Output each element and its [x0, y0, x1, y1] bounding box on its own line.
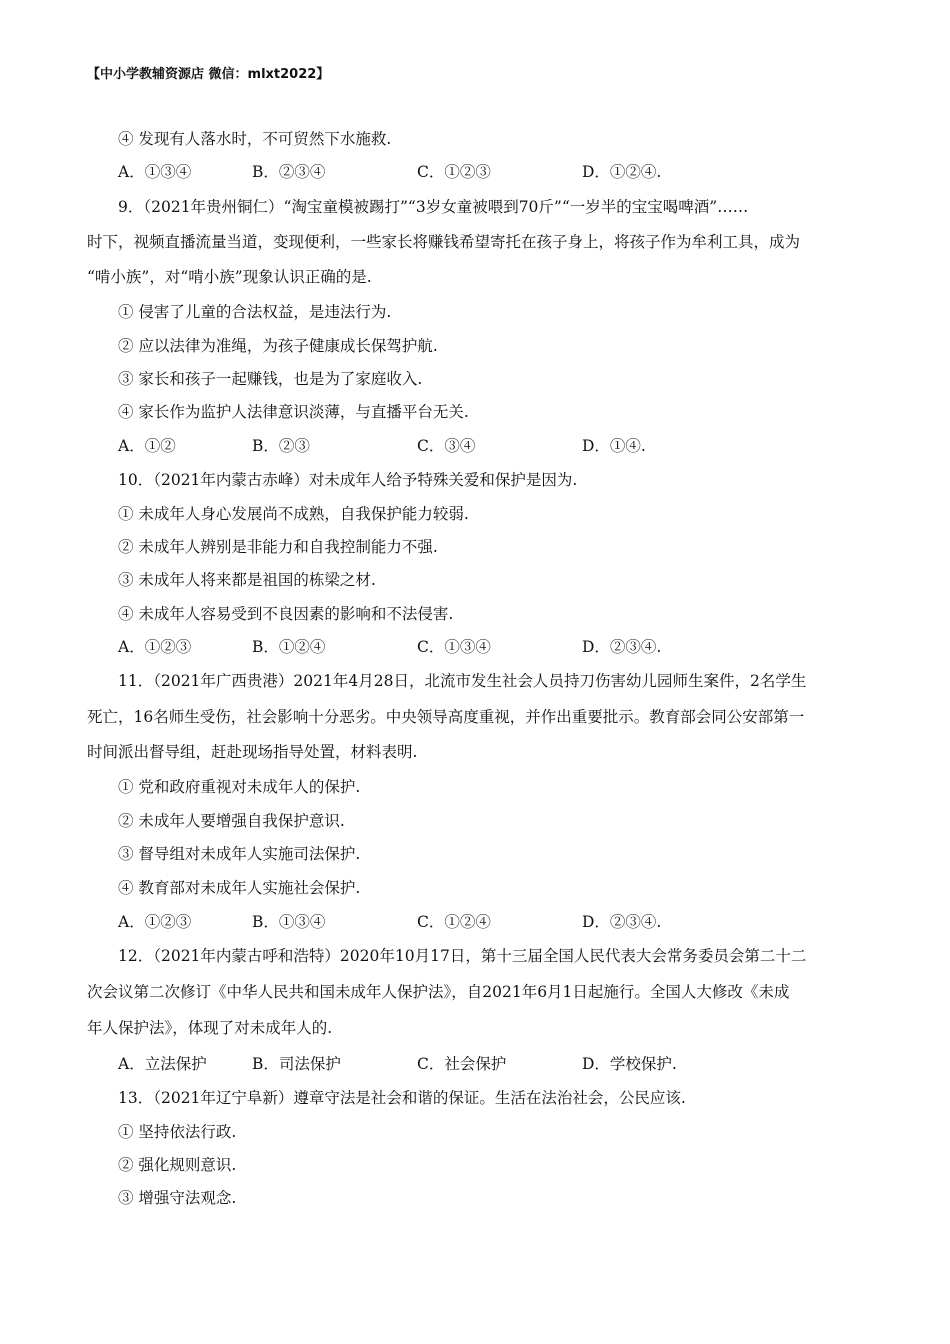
option-c: C．①②③: [417, 163, 491, 181]
option-a: A．①②③: [118, 913, 192, 931]
question-12-stem: 12．（2021年内蒙古呼和浩特）2020年10月17日，第十三届全国人民代表大会常务委员会第二十二: [118, 947, 807, 965]
statement-line: ③ 家长和孩子一起赚钱，也是为了家庭收入.: [118, 370, 423, 388]
option-c: C．①③④: [417, 638, 491, 656]
option-a: A．立法保护: [118, 1055, 207, 1073]
statement-line: ① 侵害了儿童的合法权益，是违法行为.: [118, 303, 392, 321]
option-c: C．①②④: [417, 913, 491, 931]
page-header: 【中小学教辅资源店 微信：mlxt2022】: [87, 67, 330, 82]
option-a: A．①③④: [118, 163, 192, 181]
option-d: D．学校保护.: [582, 1055, 677, 1073]
question-12-stem-cont: 年人保护法》，体现了对未成年人的.: [87, 1019, 333, 1037]
option-d: D．②③④.: [582, 913, 662, 931]
question-9-stem: 9．（2021年贵州铜仁）“淘宝童模被踢打”“3岁女童被喂到70斤”“一岁半的宝宝喝啤酒”……: [118, 198, 749, 216]
statement-line: ④ 家长作为监护人法律意识淡薄，与直播平台无关.: [118, 403, 469, 421]
statement-line: ④ 未成年人容易受到不良因素的影响和不法侵害.: [118, 605, 454, 623]
option-a: A．①②: [118, 437, 176, 455]
statement-line: ② 未成年人辨别是非能力和自我控制能力不强.: [118, 538, 438, 556]
statement-line: ② 未成年人要增强自我保护意识.: [118, 812, 345, 830]
question-11-stem-cont: 时间派出督导组，赶赴现场指导处置，材料表明.: [87, 743, 418, 761]
statement-line: ② 强化规则意识.: [118, 1156, 237, 1174]
question-9-stem-cont: 时下，视频直播流量当道，变现便利，一些家长将赚钱希望寄托在孩子身上，将孩子作为牟利工具，成为: [87, 233, 801, 251]
question-10-stem: 10．（2021年内蒙古赤峰）对未成年人给予特殊关爱和保护是因为.: [118, 471, 578, 489]
option-a: A．①②③: [118, 638, 192, 656]
option-b: B．司法保护: [252, 1055, 341, 1073]
statement-line: ③ 督导组对未成年人实施司法保护.: [118, 845, 361, 863]
statement-line: ④ 发现有人落水时，不可贸然下水施救.: [118, 130, 392, 148]
statement-line: ① 党和政府重视对未成年人的保护.: [118, 778, 361, 796]
statement-line: ④ 教育部对未成年人实施社会保护.: [118, 879, 361, 897]
option-c: C．社会保护: [417, 1055, 507, 1073]
option-b: B．①②④: [252, 638, 326, 656]
statement-line: ③ 未成年人将来都是祖国的栋梁之材.: [118, 571, 376, 589]
statement-line: ① 未成年人身心发展尚不成熟，自我保护能力较弱.: [118, 505, 469, 523]
statement-line: ③ 增强守法观念.: [118, 1189, 237, 1207]
statement-line: ① 坚持依法行政.: [118, 1123, 237, 1141]
question-11-stem: 11．（2021年广西贵港）2021年4月28日，北流市发生社会人员持刀伤害幼儿园师生案件，2名学生: [118, 672, 807, 690]
option-b: B．②③: [252, 437, 310, 455]
option-d: D．①④.: [582, 437, 646, 455]
question-9-stem-cont: “啃小族”，对“啃小族”现象认识正确的是.: [87, 268, 372, 286]
question-11-stem-cont: 死亡，16名师生受伤，社会影响十分恶劣。中央领导高度重视，并作出重要批示。教育部会同公安部第一: [87, 708, 805, 726]
option-b: B．①③④: [252, 913, 326, 931]
question-13-stem: 13．（2021年辽宁阜新）遵章守法是社会和谐的保证。生活在法治社会，公民应该.: [118, 1089, 686, 1107]
option-d: D．①②④.: [582, 163, 662, 181]
option-c: C．③④: [417, 437, 476, 455]
option-b: B．②③④: [252, 163, 326, 181]
option-d: D．②③④.: [582, 638, 662, 656]
question-12-stem-cont: 次会议第二次修订《中华人民共和国未成年人保护法》，自2021年6月1日起施行。全国人大修改《未成: [87, 983, 790, 1001]
statement-line: ② 应以法律为准绳，为孩子健康成长保驾护航.: [118, 337, 438, 355]
